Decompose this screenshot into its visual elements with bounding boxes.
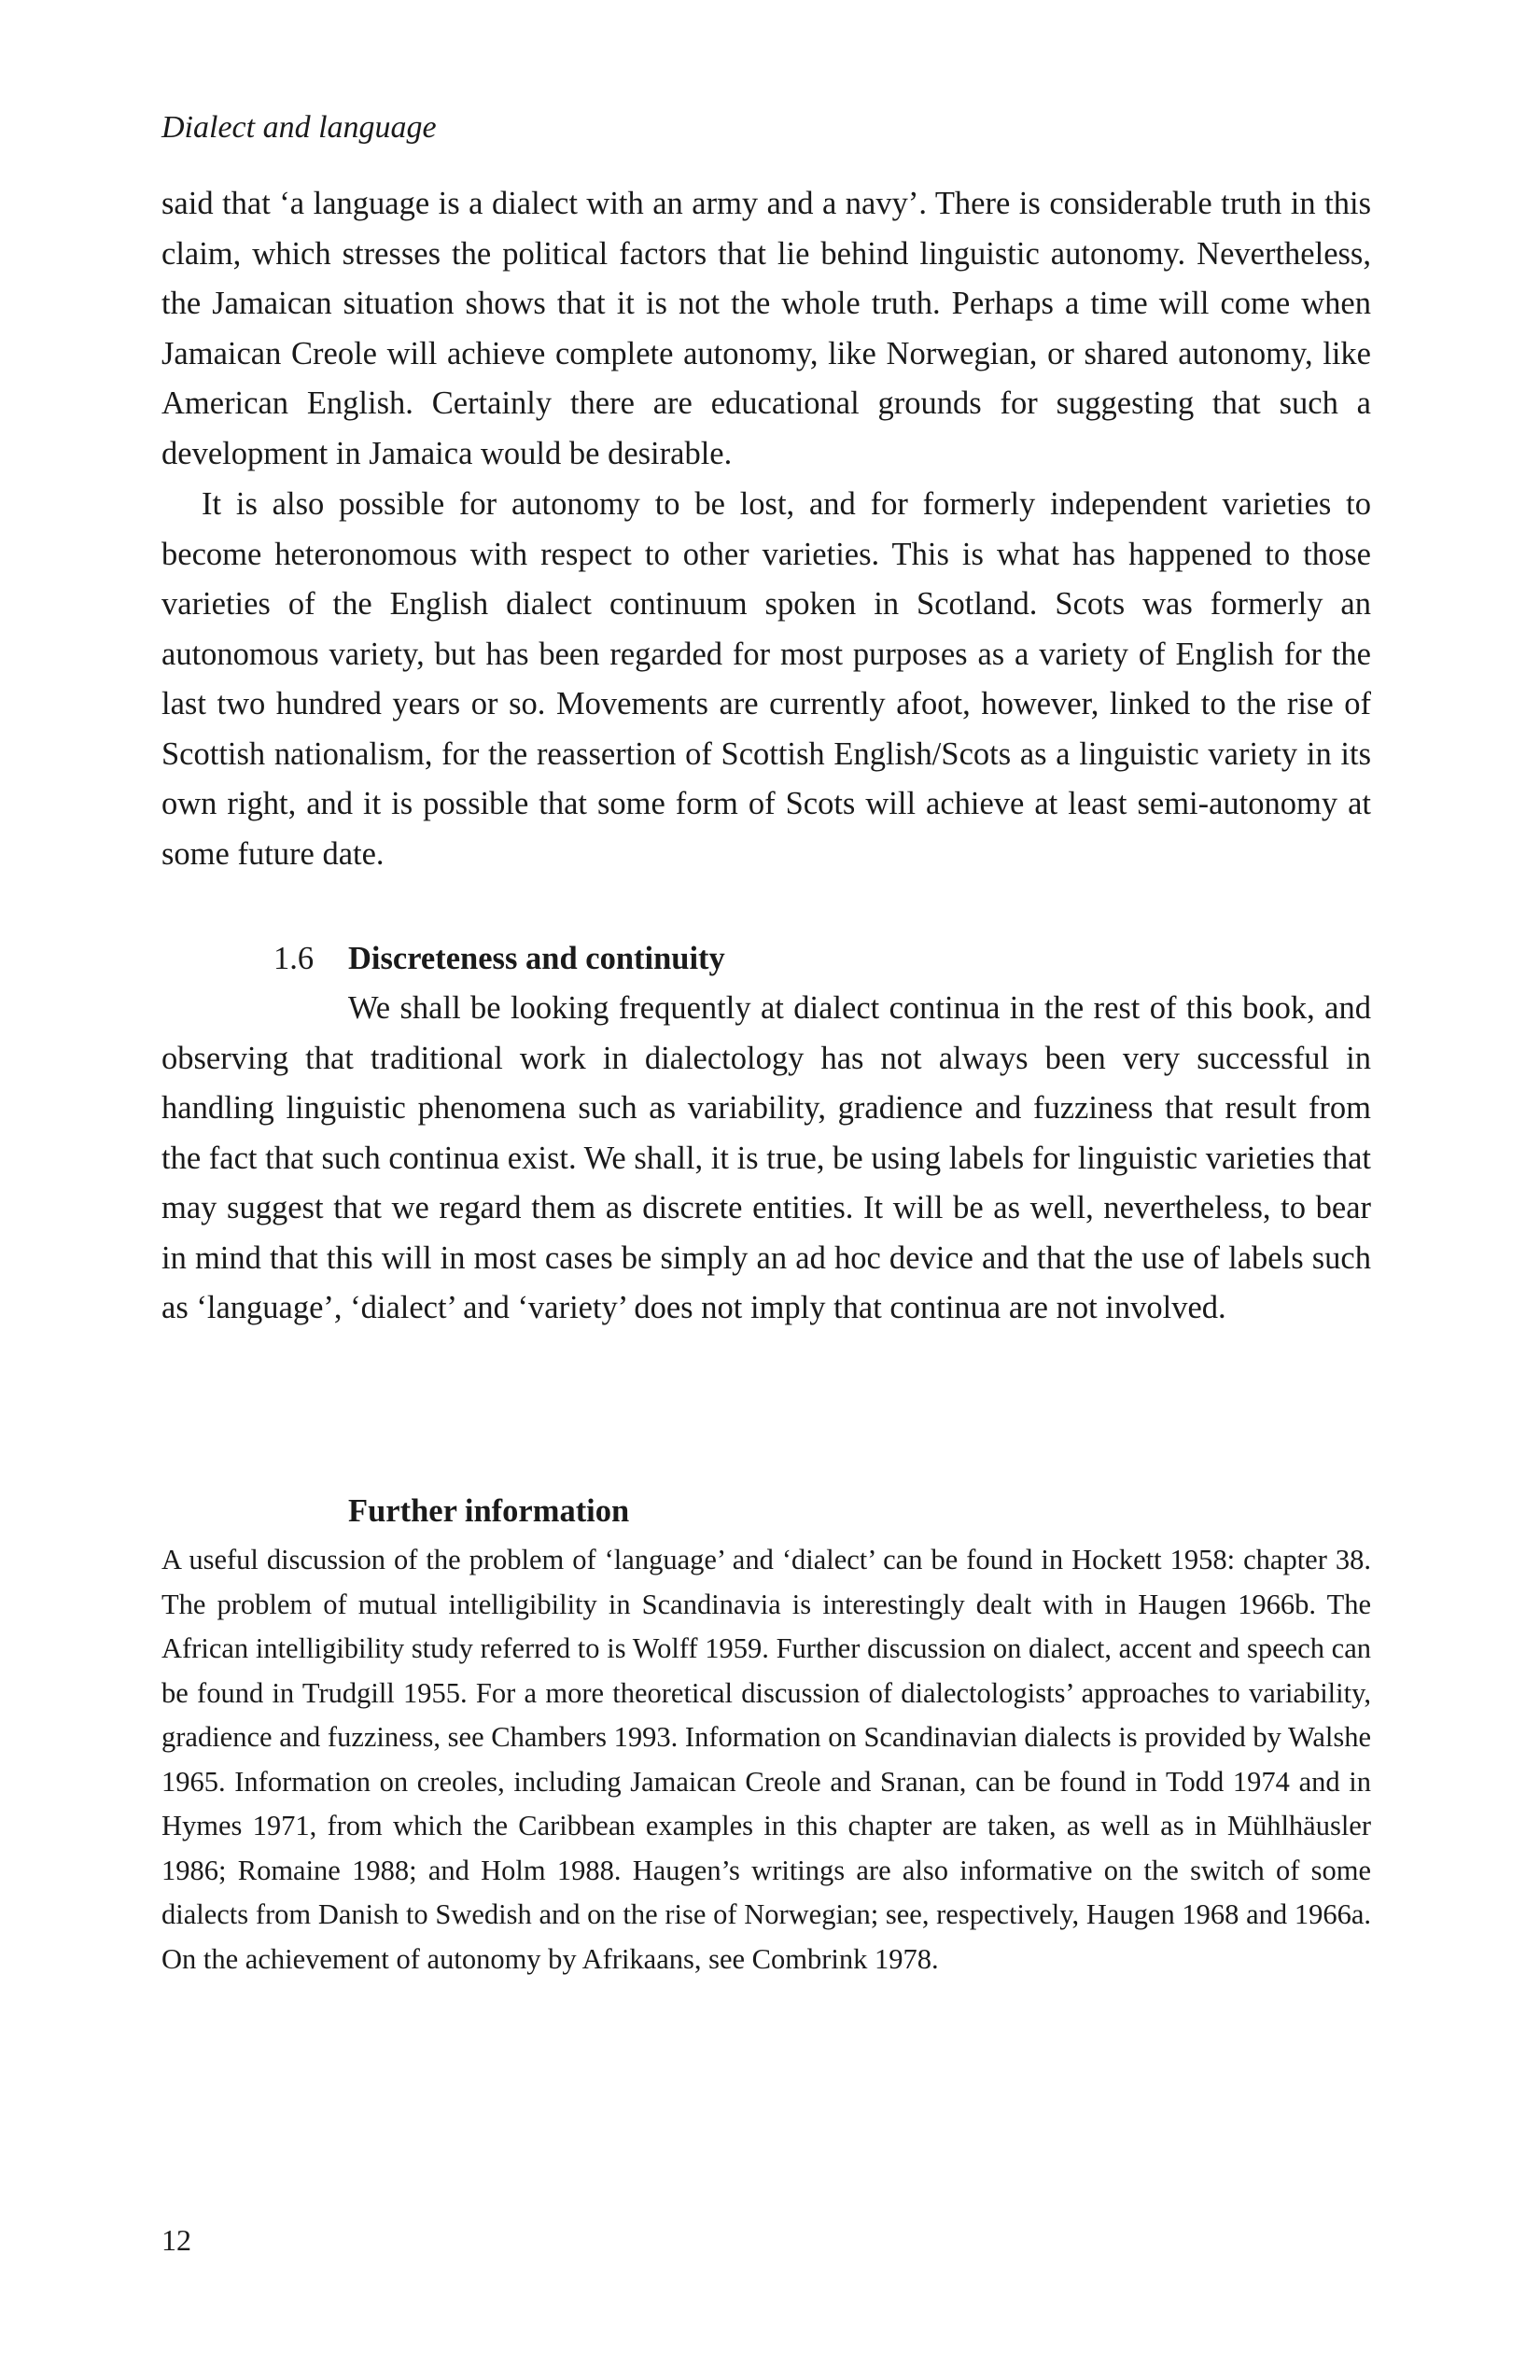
body-paragraph-1: said that ‘a language is a dialect with an army and a navy’. There is considerable truth in this claim, which stresses the political factors that lie behind linguistic autonomy. Nevertheless, the Jamaican situation shows that it is not the whole truth. Perhaps a time will come when Jamaican Creole will achieve complete autonomy, like Norwegian, or shared autonomy, like American English. Certainly there are educational grounds for suggesting that such a development in Jamaica would be desirable. <box>161 186 1371 471</box>
further-information-text: A useful discussion of the problem of ‘language’ and ‘dialect’ can be found in Hockett 1958: chapter 38. The problem of mutual intelligibility in Scandinavia is interestingly dealt with in Haugen 1966b. The African intelligibility study referred to is Wolff 1959. Further discussion on dialect, accent and speech can be found in Trudgill 1955. For a more theoretical discussion of dialectologists’ approaches to variability, gradience and fuzziness, see Chambers 1993. Information on Scandinavian dialects is provided by Walshe 1965. Information on creoles, including Jamaican Creole and Sranan, can be found in Todd 1974 and in Hymes 1971, from which the Caribbean examples in this chapter are taken, as well as in Mühlhäusler 1986; Romaine 1988; and Holm 1988. Haugen’s writings are also informative on the switch of some dialects from Danish to Swedish and on the rise of Norwegian; see, respectively, Haugen 1968 and 1966a. On the achievement of autonomy by Afrikaans, see Combrink 1978. <box>161 1544 1371 1975</box>
body-paragraph-2: It is also possible for autonomy to be lost, and for formerly independent varieties to become heteronomous with respect to other varieties. This is what has happened to those varieties of the English dialect continuum spoken in Scotland. Scots was formerly an autonomous variety, but has been regarded for most purposes as a variety of English for the last two hundred years or so. Movements are currently afoot, however, linked to the rise of Scottish nationalism, for the reassertion of Scottish English/Scots as a linguistic variety in its own right, and it is possible that some form of Scots will achieve at least semi-autonomy at some future date. <box>161 486 1371 872</box>
further-information-heading: Further information <box>348 1493 630 1529</box>
section-paragraph: We shall be looking frequently at dialect continua in the rest of this book, and observing that traditional work in dialectology has not always been very successful in handling linguistic phenomena such as variability, gradience and fuzziness that result from the fact that such continua exist. We shall, it is true, be using labels for linguistic varieties that may suggest that we regard them as discrete entities. It will be as well, nevertheless, to bear in mind that this will in most cases be simply an ad hoc device and that the use of labels such as ‘language’, ‘dialect’ and ‘variety’ does not imply that continua are not involved. <box>161 990 1371 1325</box>
section-heading <box>273 933 725 984</box>
page-number: 12 <box>161 2223 191 2257</box>
running-head: Dialect and language <box>161 110 437 145</box>
section-title: Discreteness and continuity <box>348 941 725 976</box>
section-number: 1.6 <box>273 941 315 976</box>
